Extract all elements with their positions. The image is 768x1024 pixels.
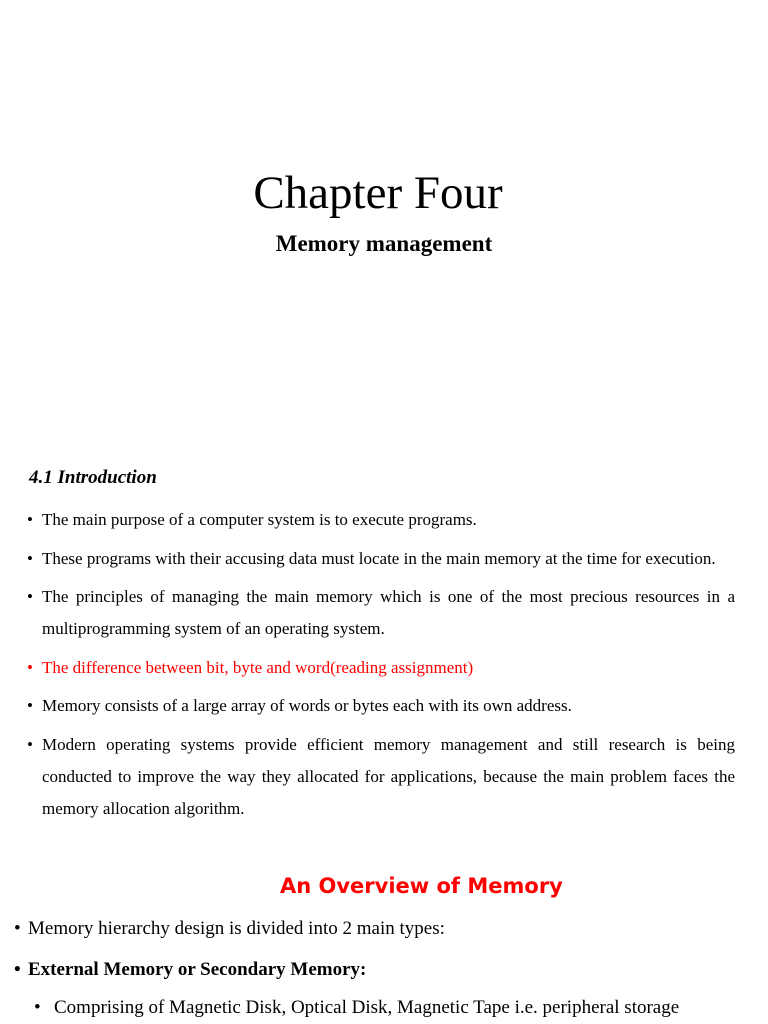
bullet-icon: • bbox=[27, 587, 33, 606]
list-item-highlighted bbox=[27, 652, 735, 684]
list-item-text: Comprising of Magnetic Disk, Optical Disk, Magnetic Tape i.e. peripheral storage bbox=[54, 997, 680, 1018]
bullet-icon: • bbox=[34, 997, 41, 1018]
chapter-title: Chapter Four bbox=[253, 167, 503, 219]
bullet-icon: • bbox=[27, 696, 33, 715]
overview-sub-list-item bbox=[34, 995, 734, 1021]
list-item bbox=[27, 581, 735, 645]
overview-list-item bbox=[14, 916, 445, 942]
bullet-icon: • bbox=[27, 734, 33, 754]
list-item bbox=[27, 504, 735, 536]
list-item bbox=[27, 729, 735, 825]
list-item-text: The difference between bit, byte and word(reading assignment) bbox=[42, 657, 474, 677]
chapter-subtitle: Memory management bbox=[275, 231, 493, 256]
list-item-text: Memory hierarchy design is divided into 2 main types: bbox=[28, 918, 445, 939]
list-item-text: Modern operating systems provide efficient memory management and still research is being conducted to improve the way they allocated for applications, because the main problem faces the memory allocation algorithm. bbox=[42, 734, 735, 818]
list-item-text: The main purpose of a computer system is to execute programs. bbox=[42, 510, 477, 529]
bullet-icon: • bbox=[14, 918, 21, 939]
introduction-heading: 4.1 Introduction bbox=[29, 467, 157, 488]
list-item-text: These programs with their accusing data must locate in the main memory at the time for execution. bbox=[42, 548, 716, 568]
bullet-icon: • bbox=[27, 657, 33, 677]
list-item bbox=[27, 543, 735, 575]
list-item bbox=[27, 690, 735, 722]
bullet-icon: • bbox=[27, 510, 33, 529]
overview-list-item bbox=[14, 957, 366, 983]
list-item-text: External Memory or Secondary Memory: bbox=[28, 959, 367, 980]
bullet-icon: • bbox=[27, 548, 33, 568]
list-item-text: Memory consists of a large array of words or bytes each with its own address. bbox=[42, 696, 572, 715]
introduction-list bbox=[27, 504, 735, 831]
bullet-icon: • bbox=[14, 959, 21, 980]
overview-heading: An Overview of Memory bbox=[280, 874, 563, 898]
list-item-text: The principles of managing the main memory which is one of the most precious resources in a multiprogramming system of an operating system. bbox=[42, 587, 735, 638]
